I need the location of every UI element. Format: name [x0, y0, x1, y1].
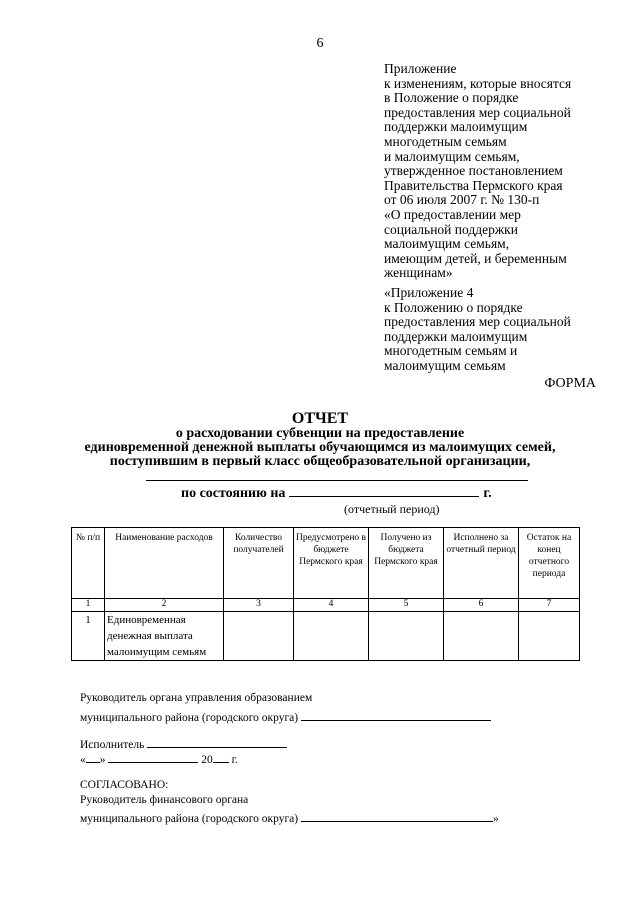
executed-cell[interactable] [444, 612, 519, 661]
report-date-field[interactable] [289, 484, 479, 497]
page-number: 6 [316, 36, 324, 51]
appendix-line: Правительства Пермского края [384, 177, 563, 193]
appendix-4-line: многодетным семьям и [384, 343, 518, 359]
column-header: Остаток на конец отчетного периода [519, 528, 580, 599]
column-number: 2 [105, 599, 224, 612]
date-day-field[interactable] [86, 751, 100, 763]
report-title-line: о расходовании субвенции на предоставление [175, 426, 465, 441]
column-number: 5 [369, 599, 444, 612]
executor-field[interactable] [147, 736, 287, 748]
date-line [80, 751, 238, 766]
report-date-prefix: по состоянию на [181, 486, 286, 501]
report-title [0, 410, 640, 469]
appendix-line: утвержденное постановлением [384, 163, 563, 179]
appendix-4-line: «Приложение 4 [384, 285, 474, 300]
organization-name-line[interactable] [146, 480, 528, 481]
head-signature-field[interactable] [301, 709, 491, 721]
appendix-line: имеющим детей, и беременным [384, 250, 567, 266]
appendix-line: предоставления мер социальной [384, 104, 571, 120]
appendix-line: социальной поддержки [384, 221, 518, 237]
appendix-4-note [384, 286, 630, 374]
report-date-line [181, 484, 492, 502]
closing-quote: » [493, 813, 499, 825]
appendix-note [384, 62, 630, 281]
column-number: 4 [294, 599, 369, 612]
appendix-4-line: к Положению о порядке [384, 299, 523, 315]
executor-label: Исполнитель [80, 739, 145, 751]
head-signature-line2 [80, 709, 491, 724]
table-header-row [72, 528, 580, 599]
fin-signature-line2 [80, 810, 499, 825]
date-year-prefix: 20 [201, 754, 213, 766]
fin-signature-label: муниципального района (городского округа) [80, 813, 299, 825]
column-number: 3 [224, 599, 294, 612]
appendix-4-line: предоставления мер социальной [384, 314, 571, 330]
column-header: Предусмотрено в бюджете Пермского края [294, 528, 369, 599]
appendix-line: Приложение [384, 61, 457, 76]
date-month-field[interactable] [108, 751, 198, 763]
column-header: Исполнено за отчетный период [444, 528, 519, 599]
date-open-quote: « [80, 754, 86, 766]
column-header: № п/п [72, 528, 105, 599]
period-note: (отчетный период) [344, 502, 440, 516]
appendix-line: в Положение о порядке [384, 90, 519, 106]
form-label: ФОРМА [544, 376, 596, 391]
table-row [72, 612, 580, 661]
report-title-line: единовременной денежной выплаты обучающимся из малоимущих семей, [84, 440, 556, 455]
appendix-line: и малоимущим семьям, [384, 148, 520, 164]
date-close-quote: » [99, 754, 106, 766]
appendix-line: женщинам» [384, 265, 453, 281]
column-header: Количество получателей [224, 528, 294, 599]
budget-received-cell[interactable] [369, 612, 444, 661]
appendix-line: поддержки малоимущим [384, 119, 528, 135]
report-table [71, 527, 580, 661]
remainder-cell[interactable] [519, 612, 580, 661]
recipients-count-cell[interactable] [224, 612, 294, 661]
appendix-line: «О предоставлении мер [384, 206, 521, 222]
column-header: Получено из бюджета Пермского края [369, 528, 444, 599]
column-number: 7 [519, 599, 580, 612]
fin-signature-line1: Руководитель финансового органа [80, 794, 249, 806]
head-signature-label: муниципального района (городского округа) [80, 712, 299, 724]
appendix-line: многодетным семьям [384, 133, 507, 149]
appendix-line: к изменениям, которые вносятся [384, 75, 572, 91]
appendix-4-line: малоимущим семьям [384, 357, 506, 373]
report-date-suffix: г. [483, 486, 492, 501]
fin-signature-field[interactable] [301, 810, 493, 822]
appendix-line: малоимущим семьям, [384, 236, 510, 252]
date-year-suffix: г. [231, 754, 238, 766]
column-number: 1 [72, 599, 105, 612]
report-title-line: поступившим в первый класс общеобразовательной организации, [109, 454, 531, 469]
column-header: Наименование расходов [105, 528, 224, 599]
column-number: 6 [444, 599, 519, 612]
expense-name: Единовременная денежная выплата малоимущим семьям [105, 612, 224, 661]
agreed-label: СОГЛАСОВАНО: [80, 779, 169, 791]
budget-planned-cell[interactable] [294, 612, 369, 661]
report-title-main: ОТЧЕТ [291, 410, 349, 427]
head-signature-line1: Руководитель органа управления образованием [80, 692, 313, 704]
date-year-field[interactable] [213, 751, 229, 763]
executor-line [80, 736, 287, 751]
column-number-row [72, 599, 580, 612]
row-number: 1 [72, 612, 105, 661]
appendix-4-line: поддержки малоимущим [384, 328, 528, 344]
appendix-line: от 06 июля 2007 г. № 130-п [384, 192, 540, 208]
